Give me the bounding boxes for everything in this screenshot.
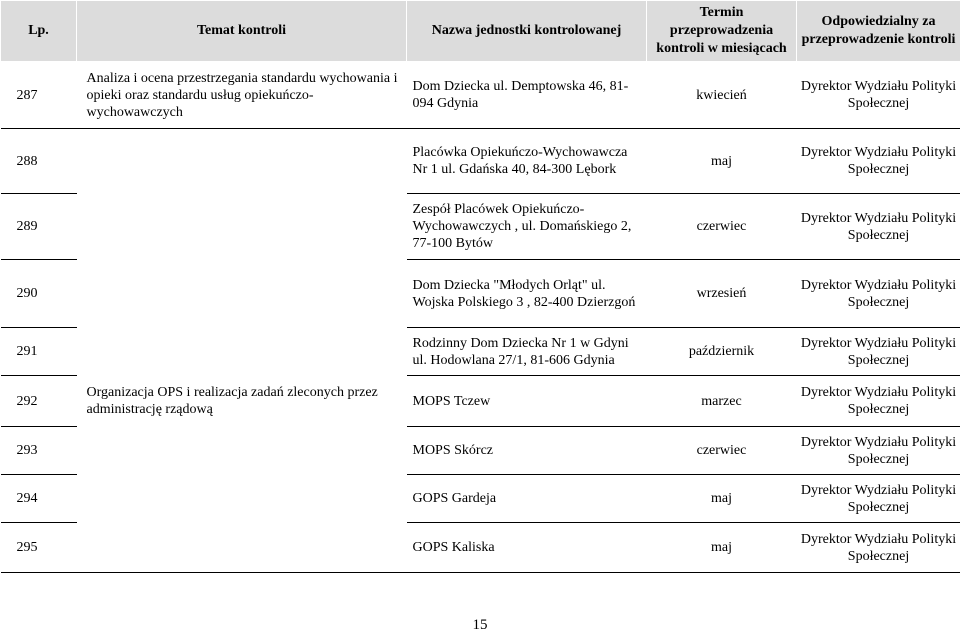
row-termin: październik bbox=[647, 328, 797, 376]
row-temat: Analiza i ocena przestrzegania standardu wychowania i opieki oraz standardu usług opiekuńczo-wychowawczych bbox=[77, 62, 407, 129]
table-row bbox=[1, 260, 960, 328]
header-odpowiedzialny: Odpowiedzialny za przeprowadzenie kontroli bbox=[797, 1, 960, 62]
row-temat: Organizacja OPS i realizacja zadań zleconych przez administrację rządową bbox=[77, 376, 407, 427]
row-lp: 288 bbox=[1, 129, 77, 194]
row-jednostka: Dom Dziecka "Młodych Orląt" ul. Wojska Polskiego 3 , 82-400 Dzierzgoń bbox=[407, 260, 647, 328]
row-odpowiedzialny: Dyrektor Wydziału Polityki Społecznej bbox=[797, 523, 960, 573]
row-jednostka: MOPS Tczew bbox=[407, 376, 647, 427]
row-termin: maj bbox=[647, 523, 797, 573]
row-odpowiedzialny: Dyrektor Wydziału Polityki Społecznej bbox=[797, 62, 960, 129]
row-temat bbox=[77, 129, 407, 194]
row-temat bbox=[77, 328, 407, 376]
row-termin: kwiecień bbox=[647, 62, 797, 129]
header-lp: Lp. bbox=[1, 1, 77, 62]
row-lp: 287 bbox=[1, 62, 77, 129]
row-odpowiedzialny: Dyrektor Wydziału Polityki Społecznej bbox=[797, 475, 960, 523]
row-termin: czerwiec bbox=[647, 427, 797, 475]
header-jednostka: Nazwa jednostki kontrolowanej bbox=[407, 1, 647, 62]
row-lp: 293 bbox=[1, 427, 77, 475]
row-jednostka: GOPS Kaliska bbox=[407, 523, 647, 573]
table-row bbox=[1, 129, 960, 194]
row-lp: 290 bbox=[1, 260, 77, 328]
row-temat bbox=[77, 260, 407, 328]
header-temat: Temat kontroli bbox=[77, 1, 407, 62]
row-temat bbox=[77, 194, 407, 260]
table-row bbox=[1, 475, 960, 523]
page-number: 15 bbox=[0, 617, 960, 634]
table-row bbox=[1, 194, 960, 260]
row-lp: 292 bbox=[1, 376, 77, 427]
row-jednostka: Zespół Placówek Opiekuńczo-Wychowawczych , ul. Domańskiego 2, 77-100 Bytów bbox=[407, 194, 647, 260]
row-lp: 289 bbox=[1, 194, 77, 260]
table-row bbox=[1, 523, 960, 573]
row-odpowiedzialny: Dyrektor Wydziału Polityki Społecznej bbox=[797, 427, 960, 475]
row-odpowiedzialny: Dyrektor Wydziału Polityki Społecznej bbox=[797, 328, 960, 376]
table-row bbox=[1, 427, 960, 475]
table-row bbox=[1, 376, 960, 427]
row-jednostka: Placówka Opiekuńczo-Wychowawcza Nr 1 ul. Gdańska 40, 84-300 Lębork bbox=[407, 129, 647, 194]
row-lp: 291 bbox=[1, 328, 77, 376]
row-jednostka: Dom Dziecka ul. Demptowska 46, 81-094 Gdynia bbox=[407, 62, 647, 129]
table-row bbox=[1, 328, 960, 376]
table-row bbox=[1, 62, 960, 129]
row-termin: czerwiec bbox=[647, 194, 797, 260]
row-termin: maj bbox=[647, 475, 797, 523]
row-termin: wrzesień bbox=[647, 260, 797, 328]
row-termin: marzec bbox=[647, 376, 797, 427]
row-lp: 295 bbox=[1, 523, 77, 573]
row-temat bbox=[77, 523, 407, 573]
row-jednostka: Rodzinny Dom Dziecka Nr 1 w Gdyni ul. Hodowlana 27/1, 81-606 Gdynia bbox=[407, 328, 647, 376]
row-temat bbox=[77, 475, 407, 523]
row-temat bbox=[77, 427, 407, 475]
row-odpowiedzialny: Dyrektor Wydziału Polityki Społecznej bbox=[797, 194, 960, 260]
row-odpowiedzialny: Dyrektor Wydziału Polityki Społecznej bbox=[797, 376, 960, 427]
header-termin: Termin przeprowadzenia kontroli w miesiącach bbox=[647, 1, 797, 62]
row-jednostka: MOPS Skórcz bbox=[407, 427, 647, 475]
row-odpowiedzialny: Dyrektor Wydziału Polityki Społecznej bbox=[797, 129, 960, 194]
header-row bbox=[1, 1, 960, 62]
row-jednostka: GOPS Gardeja bbox=[407, 475, 647, 523]
row-lp: 294 bbox=[1, 475, 77, 523]
row-odpowiedzialny: Dyrektor Wydziału Polityki Społecznej bbox=[797, 260, 960, 328]
row-termin: maj bbox=[647, 129, 797, 194]
